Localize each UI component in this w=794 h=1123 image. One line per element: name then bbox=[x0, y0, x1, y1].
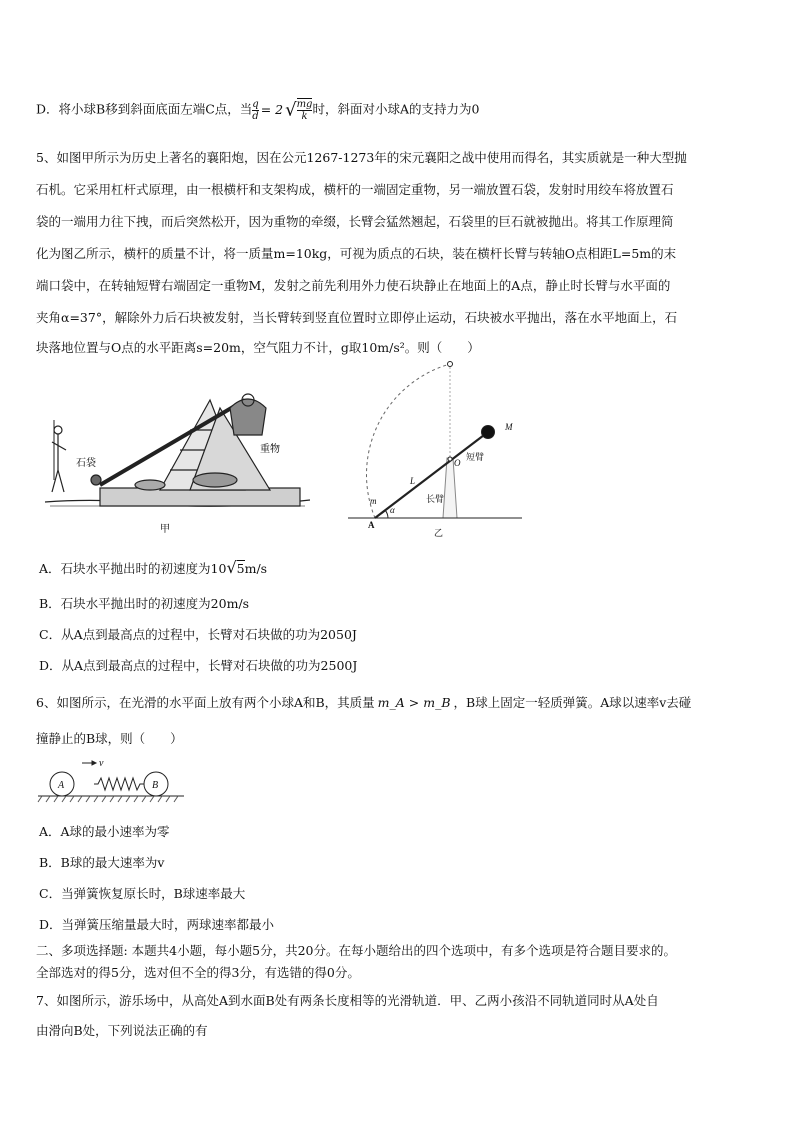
q5-line-5: 端口袋中，在转轴短臂右端固定一重物M，发射之前先利用外力使石块静止在地面上的A点，静止时长臂与水平面的 bbox=[36, 278, 671, 293]
q4-option-d-tail: 时，斜面对小球A的支持力为0 bbox=[312, 101, 480, 117]
section2-line-2: 全部选对的得5分，选对但不全的得3分，有选错的得0分。 bbox=[36, 965, 360, 980]
root-num: mg bbox=[296, 99, 313, 110]
q4-equals: = 2 bbox=[260, 101, 284, 117]
q5-line-4: 化为图乙所示，横杆的质量不计，将一质量m=10kg，可视为质点的石块，装在横杆长臂与转轴O点相距L=5m的末 bbox=[36, 246, 677, 261]
q5-option-a-root: 5 bbox=[236, 561, 245, 576]
q5-option-a bbox=[39, 558, 267, 577]
q5-line-2: 石机。它采用杠杆式原理，由一根横杆和支架构成，横杆的一端固定重物，另一端放置石袋，发射时用绞车将放置石 bbox=[36, 182, 674, 197]
root-den: k bbox=[297, 110, 313, 122]
q4-option-d bbox=[36, 98, 479, 122]
label-short-arm: 短臂 bbox=[466, 452, 485, 462]
label-long-arm: 长臂 bbox=[426, 494, 445, 504]
q5-option-b: B．石块水平抛出时的初速度为20m/s bbox=[39, 596, 250, 611]
q5-option-c: C．从A点到最高点的过程中，长臂对石块做的功为2050J bbox=[39, 627, 357, 642]
label-alpha: α bbox=[390, 505, 395, 515]
label-M: M bbox=[505, 422, 513, 432]
q6-option-c: C．当弹簧恢复原长时，B球速率最大 bbox=[39, 886, 246, 901]
q5-line-1: 5、如图甲所示为历史上著名的襄阳炮，因在公元1267-1273年的宋元襄阳之战中使用而得名，其实质就是一种大型抛 bbox=[36, 150, 687, 165]
q6-mass-relation: m_A > m_B bbox=[377, 695, 451, 710]
q5-line-6: 夹角α=37°，解除外力后石块被发射，当长臂转到竖直位置时立即停止运动，石块被水平抛出，落在水平地面上，石 bbox=[36, 310, 678, 325]
q5-line-7: 块落地位置与O点的水平距离s=20m，空气阻力不计，g取10m/s²。则（ ） bbox=[36, 340, 480, 355]
trebuchet-schematic bbox=[340, 360, 530, 540]
q7-line-2: 由滑向B处，下列说法正确的有 bbox=[36, 1023, 208, 1038]
velocity-label: v bbox=[99, 758, 104, 769]
spring-balls-diagram bbox=[36, 758, 186, 804]
trebuchet-illustration bbox=[40, 380, 320, 540]
q5-line-3: 袋的一端用力往下拽，而后突然松开，因为重物的牵缀，长臂会猛然翘起，石袋里的巨石就被抛出。将其工作原理简 bbox=[36, 214, 674, 229]
q6-line-1 bbox=[36, 693, 691, 711]
q6-line-2: 撞静止的B球，则（ ） bbox=[36, 731, 183, 746]
q5-option-a-text: A．石块水平抛出时的初速度为10 bbox=[39, 561, 227, 576]
q6-line-1-text: 6、如图所示，在光滑的水平面上放有两个小球A和B，其质量 bbox=[36, 695, 375, 710]
q7-line-1: 7、如图所示，游乐场中，从高处A到水面B处有两条长度相等的光滑轨道．甲、乙两小孩沿不同轨道同时从A处自 bbox=[36, 993, 659, 1008]
label-stone-bag: 石袋 bbox=[76, 458, 96, 469]
label-A: A bbox=[368, 520, 375, 530]
caption-jia: 甲 bbox=[160, 524, 170, 535]
section2-line-1: 二、多项选择题: 本题共4小题，每小题5分，共20分。在每小题给出的四个选项中，有多个选项是符合题目要求的。 bbox=[36, 943, 676, 958]
q6-option-d: D．当弹簧压缩量最大时，两球速率都最小 bbox=[39, 917, 275, 932]
q4-root-fraction bbox=[297, 98, 313, 122]
sqrt-sign: √ bbox=[285, 99, 297, 121]
label-O: O bbox=[454, 458, 461, 468]
caption-yi: 乙 bbox=[434, 528, 444, 538]
ball-b-label: B bbox=[152, 780, 159, 791]
q5-option-d: D．从A点到最高点的过程中，长臂对石块做的功为2500J bbox=[39, 658, 358, 673]
q4-fraction bbox=[252, 99, 258, 122]
q5-option-a-unit: m/s bbox=[244, 561, 268, 576]
q6-line-1-tail: ，B球上固定一轻质弹簧。A球以速率v去碰 bbox=[453, 695, 692, 710]
frac-num: q bbox=[252, 98, 259, 110]
sqrt-sign: √ bbox=[226, 558, 237, 577]
label-L: L bbox=[410, 476, 416, 486]
q6-option-a: A．A球的最小速率为零 bbox=[39, 824, 170, 839]
label-weight: 重物 bbox=[260, 444, 280, 455]
ball-a-label: A bbox=[58, 780, 65, 791]
frac-den: d bbox=[252, 110, 259, 122]
q6-option-b: B．B球的最大速率为v bbox=[39, 855, 165, 870]
label-m: m bbox=[370, 496, 377, 506]
q4-option-d-text: D．将小球B移到斜面底面左端C点，当 bbox=[36, 101, 253, 117]
